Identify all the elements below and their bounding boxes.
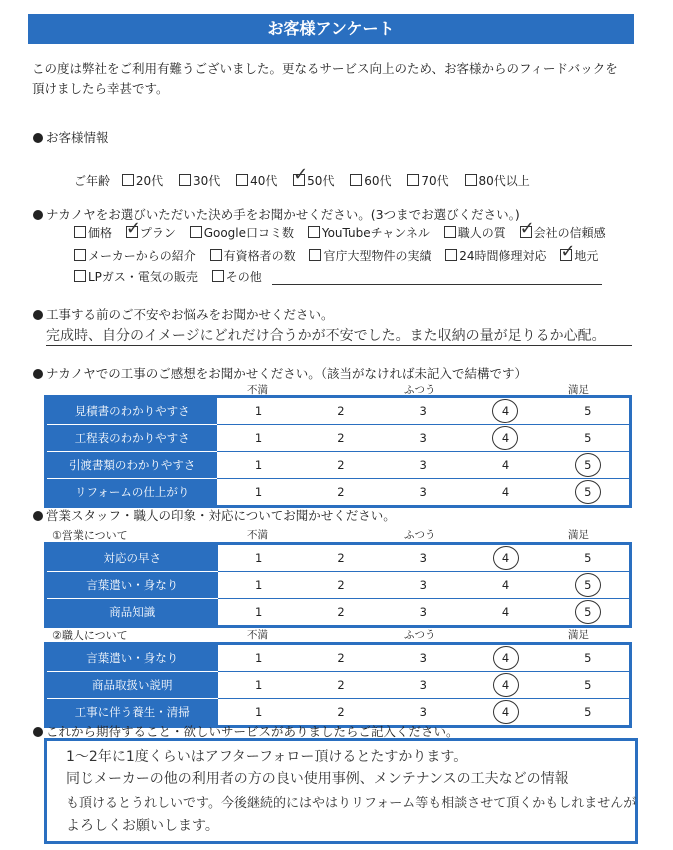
scale-low: 不満: [247, 629, 268, 641]
rating-value-2[interactable]: 2: [337, 651, 345, 665]
decision-row-1: [74, 218, 606, 241]
bullet-icon: [33, 727, 43, 737]
age-option-80[interactable]: 80代以上: [465, 174, 530, 188]
survey-title: お客様アンケート: [28, 14, 634, 44]
rating-value-3[interactable]: 3: [419, 651, 427, 665]
bullet-icon: [33, 369, 43, 379]
section-staff: [33, 506, 396, 524]
bullet-icon: [33, 511, 43, 521]
craft-label: ②職人について: [52, 629, 128, 642]
option-other[interactable]: その他: [212, 270, 262, 284]
rating-row: [46, 425, 631, 452]
rating-row-label: 商品取扱い説明: [46, 672, 218, 699]
rating-row: [46, 544, 631, 572]
section-worry: [33, 305, 334, 323]
rating-value-2[interactable]: 2: [337, 404, 345, 418]
rating-row: [46, 599, 631, 627]
scale-high: 満足: [568, 529, 589, 541]
age-option-40[interactable]: 40代: [236, 174, 277, 188]
rating-value-4[interactable]: 4: [464, 425, 546, 452]
rating-value-4[interactable]: 4: [464, 397, 546, 425]
age-option-50[interactable]: ✓ 50代: [293, 164, 335, 188]
rating-value-5[interactable]: 5: [547, 599, 631, 627]
rating-value-4[interactable]: 4: [464, 452, 546, 479]
rating-value-2[interactable]: 2: [337, 551, 345, 565]
section-heading: これから期待すること・欲しいサービスがありましたらご記入ください。: [46, 724, 459, 739]
rating-value-4[interactable]: 4: [464, 672, 546, 699]
rating-value-4[interactable]: 4: [464, 479, 546, 507]
rating-value-5[interactable]: 5: [584, 404, 592, 418]
rating-row-label: 見積書のわかりやすさ: [46, 397, 218, 425]
rating-value-2[interactable]: 2: [300, 672, 382, 699]
scale-mid: ふつう: [404, 384, 436, 396]
rating-value-1[interactable]: 1: [255, 651, 263, 665]
selected-circle-icon: [575, 573, 601, 597]
decision-row-2: [74, 241, 599, 264]
rating-value-4[interactable]: 4: [464, 644, 546, 672]
rating-value-5[interactable]: 5: [547, 672, 631, 699]
rating-row-label: 工程表のわかりやすさ: [46, 425, 218, 452]
rating-value-2[interactable]: 2: [300, 452, 382, 479]
selected-circle-icon: [492, 399, 518, 423]
rating-value-5[interactable]: 5: [547, 425, 631, 452]
rating-row-label: 工事に伴う養生・清掃: [46, 699, 218, 727]
option-lpgas[interactable]: LPガス・電気の販売: [74, 270, 198, 284]
rating-value-1[interactable]: 1: [218, 572, 300, 599]
option-price[interactable]: 価格: [74, 226, 112, 240]
craft-table: [44, 642, 632, 728]
rating-value-3[interactable]: 3: [419, 404, 427, 418]
scale-mid: ふつう: [404, 529, 436, 541]
rating-value-3[interactable]: 3: [382, 452, 464, 479]
selected-circle-icon: [493, 546, 519, 570]
option-google[interactable]: Google口コミ数: [190, 226, 294, 240]
rating-row: [46, 479, 631, 507]
rating-row-label: 言葉遣い・身なり: [46, 644, 218, 672]
rating-value-1[interactable]: 1: [218, 699, 300, 727]
option-local[interactable]: ✓ 地元: [560, 241, 599, 263]
rating-value-2[interactable]: 2: [300, 699, 382, 727]
selected-circle-icon: [575, 600, 601, 624]
rating-value-1[interactable]: 1: [255, 551, 263, 565]
rating-value-2[interactable]: 2: [300, 479, 382, 507]
sales-table: [44, 542, 632, 628]
option-trust[interactable]: ✓ 会社の信頼感: [519, 218, 606, 240]
selected-circle-icon: [492, 426, 518, 450]
rating-value-2[interactable]: 2: [300, 425, 382, 452]
future-line-3: も頂けるとうれしいです。今後継続的にはやはりリフォーム等も相談させて頂くかもしれませんが: [66, 796, 637, 811]
rating-value-5[interactable]: 5: [547, 452, 631, 479]
age-option-60[interactable]: 60代: [350, 174, 391, 188]
rating-row-label: リフォームの仕上がり: [46, 479, 218, 507]
age-option-20[interactable]: 20代: [122, 174, 163, 188]
option-license[interactable]: 有資格者の数: [210, 249, 296, 263]
rating-row: [46, 452, 631, 479]
scale-high: 満足: [568, 629, 589, 641]
scale-low: 不満: [247, 384, 268, 396]
scale-high: 満足: [568, 384, 589, 396]
rating-row-label: 引渡書類のわかりやすさ: [46, 452, 218, 479]
scale-low: 不満: [247, 529, 268, 541]
selected-circle-icon: [493, 700, 519, 724]
rating-value-2[interactable]: 2: [300, 572, 382, 599]
checkmark-icon: ✓: [519, 218, 535, 239]
rating-value-2[interactable]: 2: [300, 599, 382, 627]
selected-circle-icon: [493, 646, 519, 670]
selected-circle-icon: [493, 673, 519, 697]
option-craft[interactable]: 職人の質: [444, 226, 506, 240]
impression-table: [44, 395, 632, 508]
rating-value-1[interactable]: 1: [218, 672, 300, 699]
rating-value-3[interactable]: 3: [382, 599, 464, 627]
sales-label: ①営業について: [52, 529, 128, 542]
bullet-icon: [33, 210, 43, 220]
age-option-70[interactable]: 70代: [407, 174, 448, 188]
option-24h[interactable]: 24時間修理対応: [445, 249, 546, 263]
section-heading: ナカノヤでの工事のご感想をお聞かせください。（該当がなければ未記入で結構です）: [46, 366, 528, 381]
age-row: [74, 164, 530, 189]
future-line-4: よろしくお願いします。: [66, 818, 219, 834]
rating-value-5[interactable]: 5: [547, 479, 631, 507]
scale-mid: ふつう: [404, 629, 436, 641]
rating-row-label: 商品知識: [46, 599, 218, 627]
rating-value-5[interactable]: 5: [584, 551, 592, 565]
bullet-icon: [33, 133, 43, 143]
intro-line-2: 頂けましたら幸甚です。: [32, 81, 169, 96]
section-heading: 工事する前のご不安やお悩みをお聞かせください。: [46, 307, 334, 322]
section-decision: [33, 205, 520, 223]
other-field[interactable]: [272, 270, 602, 285]
rating-value-3[interactable]: 3: [382, 699, 464, 727]
age-option-30[interactable]: 30代: [179, 174, 220, 188]
rating-row-label: 対応の早さ: [46, 544, 218, 572]
rating-value-1[interactable]: 1: [217, 452, 299, 479]
rating-value-4[interactable]: 4: [464, 544, 546, 572]
rating-value-3[interactable]: 3: [382, 479, 464, 507]
option-youtube[interactable]: YouTubeチャンネル: [308, 226, 430, 240]
section-heading: お客様情報: [46, 130, 109, 145]
rating-value-3[interactable]: 3: [382, 672, 464, 699]
rating-value-5[interactable]: 5: [547, 699, 631, 727]
future-line-1: 1〜2年に1度くらいはアフターフォロー頂けるとたすかります。: [66, 749, 468, 765]
option-maker[interactable]: メーカーからの紹介: [74, 249, 196, 263]
checkmark-icon: ✓: [293, 164, 309, 185]
rating-value-4[interactable]: 4: [464, 599, 546, 627]
bullet-icon: [33, 310, 43, 320]
rating-value-3[interactable]: 3: [419, 551, 427, 565]
section-heading: 営業スタッフ・職人の印象・対応についてお聞かせください。: [46, 508, 396, 523]
rating-row: [46, 644, 631, 672]
checkmark-icon: ✓: [125, 218, 141, 239]
rating-value-4[interactable]: 4: [464, 572, 546, 599]
rating-value-5[interactable]: 5: [547, 572, 631, 599]
rating-value-5[interactable]: 5: [584, 651, 592, 665]
decision-row-3: [74, 268, 602, 285]
section-customer: [33, 128, 109, 146]
age-label: ご年齢: [74, 174, 111, 188]
rating-row: [46, 397, 631, 425]
rating-value-1[interactable]: 1: [218, 599, 300, 627]
rating-value-1[interactable]: 1: [254, 404, 263, 418]
rating-row: [46, 572, 631, 599]
rating-value-1[interactable]: 1: [217, 479, 299, 507]
option-public[interactable]: 官庁大型物件の実績: [309, 249, 431, 263]
rating-value-1[interactable]: 1: [217, 425, 299, 452]
future-line-2: 同じメーカーの他の利用者の方の良い使用事例、メンテナンスの工夫などの情報: [66, 771, 569, 787]
section-heading: ナカノヤをお選びいただいた決め手をお聞かせください。(3つまでお選びください。): [46, 207, 520, 222]
selected-circle-icon: [575, 453, 601, 477]
selected-circle-icon: [575, 480, 601, 504]
rating-value-3[interactable]: 3: [382, 425, 464, 452]
rating-value-4[interactable]: 4: [464, 699, 546, 727]
intro-line-1: この度は弊社をご利用有難うございました。更なるサービス向上のため、お客様からのフィードバックを: [32, 61, 618, 76]
rating-value-3[interactable]: 3: [382, 572, 464, 599]
worry-answer[interactable]: 完成時、自分のイメージにどれだけ合うかが不安でした。また収納の量が足りるか心配。: [46, 325, 632, 346]
section-impression: [33, 364, 527, 382]
rating-row: [46, 672, 631, 699]
rating-row-label: 言葉遣い・身なり: [46, 572, 218, 599]
option-plan[interactable]: ✓ プラン: [125, 218, 176, 240]
checkmark-icon: ✓: [560, 241, 576, 262]
